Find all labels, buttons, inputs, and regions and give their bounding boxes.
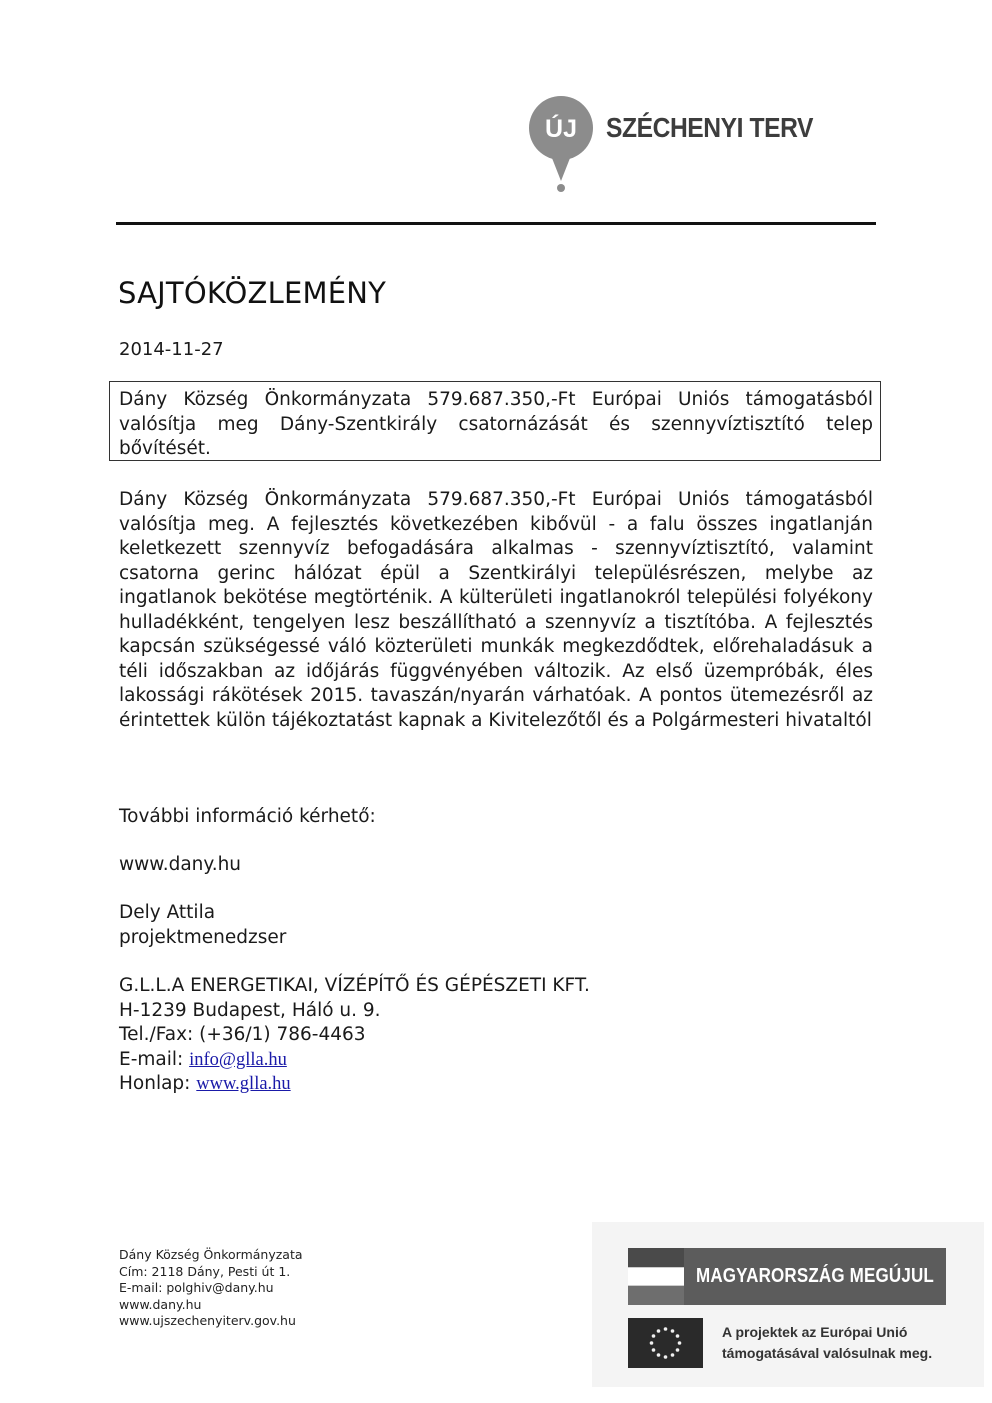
footer-line: Cím: 2118 Dány, Pesti út 1. [119,1263,291,1279]
map-pin-icon [528,95,594,195]
website-text: www.dany.hu [119,854,242,875]
summary-text: Dány Község Önkormányzata 579.687.350,-Ft Európai Uniós támogatásból valósítja meg Dány-Szentkirály csatornázását és szennyvíztisztító telep bővítését. [119,389,873,459]
footer-line: Dány Község Önkormányzata [119,1247,303,1262]
website-link[interactable]: www.glla.hu [196,1074,291,1094]
release-date: 2014-11-27 [119,339,224,360]
email-link[interactable]: info@glla.hu [189,1049,287,1070]
email-label: E-mail: [119,1048,190,1070]
contact-block [119,901,286,950]
contact-name: Dely Attila [119,902,216,923]
more-info-label: További információ kérhető: [119,806,376,827]
magyarorszag-megujul-banner [684,1248,946,1305]
eu-text-line: A projektek az Európai Unió [722,1324,908,1340]
page-title: SAJTÓKÖZLEMÉNY [118,276,387,310]
header-divider [116,222,876,225]
contact-role: projektmenedzser [119,926,287,948]
company-address: H-1239 Budapest, Háló u. 9. [119,999,381,1021]
hungarian-flag-icon [628,1248,684,1305]
eu-flag-icon [628,1318,703,1368]
banner-text: MAGYARORSZÁG MEGÚJUL [696,1265,934,1287]
szechenyi-terv-logo [528,95,868,200]
web-label: Honlap: [119,1073,197,1094]
company-email-row [119,1048,590,1073]
footer-line: www.dany.hu [119,1296,202,1312]
footer-line: E-mail: polghiv@dany.hu [119,1280,274,1295]
logo-pin-text: ÚJ [545,115,577,143]
company-name: G.L.L.A ENERGETIKAI, VÍZÉPÍTŐ ÉS GÉPÉSZETI KFT. [119,975,590,996]
eu-funding-text [722,1322,932,1364]
body-paragraph: Dány Község Önkormányzata 579.687.350,-Ft Európai Uniós támogatásból valósítja meg. A fejlesztés következében kibővül - a falu összes ingatlanján keletkezett szennyvíz befogadására alkalmas - szennyvíztisztító, valamint csatorna gerinc hálózat épül a Szentkirályi településrészen, melybe az ingatlanok bekötése megtörténik. A külterületi ingatlanokról települési folyékony hulladékként, tengelyen lesz beszállítható a szennyvíz a tisztítóba. A fejlesztés kapcsán szükségessé váló közterületi munkák megkezdődtek, előrehaladásuk a téli időszakban az időjárás függvényében változik. Az első üzempróbák, éles lakossági rákötések 2015. tavaszán/nyarán várhatóak. A pontos ütemezésről az érintettek külön tájékoztatást kapnak a Kivitelezőtől és a Polgármesteri hivataltól [119,489,873,731]
company-web-row [119,1072,590,1097]
footer-info [119,1247,303,1330]
company-block [119,974,590,1097]
company-phone: Tel./Fax: (+36/1) 786-4463 [119,1024,366,1045]
logo-text: SZÉCHENYI TERV [606,112,813,143]
footer-line: www.ujszechenyiterv.gov.hu [119,1313,296,1328]
eu-text-line: támogatásával valósulnak meg. [722,1345,933,1361]
